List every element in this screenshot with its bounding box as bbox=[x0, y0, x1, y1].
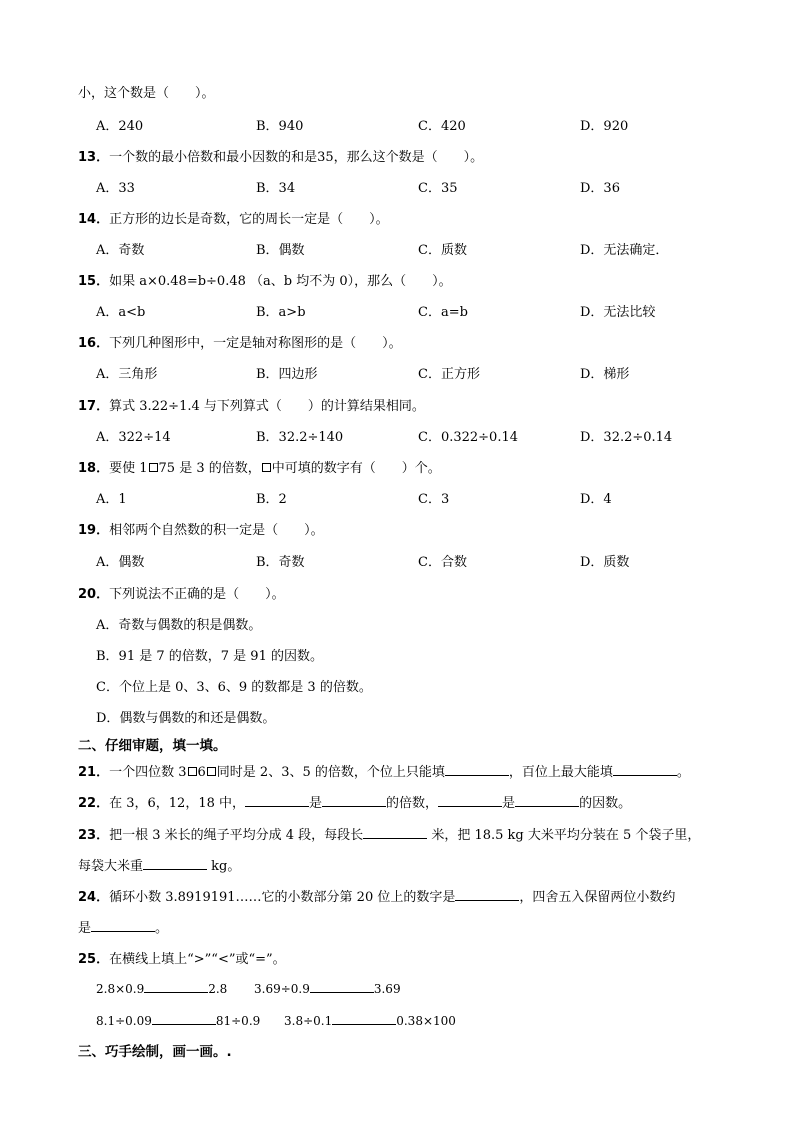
question-text-c: 同时是 2、3、5 的倍数，个位上只能填 bbox=[216, 765, 445, 780]
blank-square-icon bbox=[262, 463, 271, 472]
question-text-a: 在 3，6，12，18 中， bbox=[109, 796, 246, 811]
question-text-c: 每袋大米重 bbox=[78, 859, 144, 874]
answer-blank[interactable] bbox=[363, 826, 427, 839]
q13-option-c[interactable]: C．35 bbox=[418, 181, 458, 196]
question-text-b: ，四舍五入保留两位小数约 bbox=[519, 890, 676, 905]
comparison-item bbox=[284, 1012, 456, 1028]
q12-option-a[interactable]: A．240 bbox=[96, 119, 144, 134]
q22-stem: 22．在 3，6，12，18 中， 是 的倍数， 是 的因数。 bbox=[78, 796, 632, 811]
question-number: 13 bbox=[78, 150, 97, 165]
q14-option-b[interactable]: B．偶数 bbox=[256, 243, 305, 258]
comparison-left: 3.69÷0.9 bbox=[254, 982, 310, 996]
q15-stem: 15．如果 a×0.48=b÷0.48 （a、b 均不为 0），那么（ ）。 bbox=[78, 274, 452, 289]
comparison-right: 3.69 bbox=[373, 982, 401, 996]
comparison-right: 81÷0.9 bbox=[215, 1014, 261, 1028]
answer-blank[interactable] bbox=[143, 857, 207, 870]
question-number: 18 bbox=[78, 461, 97, 476]
comparison-left: 2.8×0.9 bbox=[96, 982, 145, 996]
comparison-item bbox=[254, 980, 401, 996]
question-text-d: kg。 bbox=[207, 859, 241, 874]
question-text: 下列说法不正确的是（ ）。 bbox=[109, 587, 285, 602]
q17-stem: 17．算式 3.22÷1.4 与下列算式（ ）的计算结果相同。 bbox=[78, 399, 425, 414]
q13-option-a[interactable]: A．33 bbox=[96, 181, 135, 196]
q18-option-c[interactable]: C．3 bbox=[418, 492, 450, 507]
q15-option-d[interactable]: D．无法比较 bbox=[580, 305, 656, 320]
q20-option-d[interactable]: D．偶数与偶数的和还是偶数。 bbox=[96, 711, 276, 726]
section-heading: 二、仔细审题，填一填。 bbox=[78, 738, 227, 754]
comparison-left: 8.1÷0.09 bbox=[96, 1014, 152, 1028]
q19-stem: 19．相邻两个自然数的积一定是（ ）。 bbox=[78, 523, 324, 538]
question-text-b: 6 bbox=[197, 765, 206, 780]
answer-blank[interactable] bbox=[310, 980, 374, 993]
question-text-a: 一个四位数 3 bbox=[109, 765, 187, 780]
q23-stem: 23．把一根 3 米长的绳子平均分成 4 段，每段长 米，把 18.5 kg 大米平均分装在 5 个袋子里， bbox=[78, 828, 701, 843]
question-number: 25 bbox=[78, 952, 97, 967]
q13-option-d[interactable]: D．36 bbox=[580, 181, 620, 196]
q25-stem: 25．在横线上填上“>”“<”或“=”。 bbox=[78, 952, 286, 967]
answer-blank[interactable] bbox=[245, 794, 309, 807]
question-text: 算式 3.22÷1.4 与下列算式（ ）的计算结果相同。 bbox=[109, 399, 425, 414]
comparison-right: 2.8 bbox=[208, 982, 228, 996]
q23-stem-continued bbox=[78, 855, 240, 874]
question-text-b: 米，把 18.5 kg 大米平均分装在 5 个袋子里， bbox=[427, 828, 701, 843]
q18-stem: 18．要使 1 75 是 3 的倍数， 中可填的数字有（ ）个。 bbox=[78, 461, 441, 476]
q14-stem: 14．正方形的边长是奇数，它的周长一定是（ ）。 bbox=[78, 212, 389, 227]
answer-blank[interactable] bbox=[144, 980, 208, 993]
comparison-item bbox=[96, 980, 227, 996]
blank-square-icon bbox=[149, 463, 158, 472]
q19-option-c[interactable]: C．合数 bbox=[418, 555, 467, 570]
question-text-e: 的因数。 bbox=[579, 796, 632, 811]
question-text-d: ，百位上最大能填 bbox=[508, 765, 613, 780]
section-heading: 三、巧手绘制，画一画。. bbox=[78, 1044, 232, 1060]
q20-stem: 20．下列说法不正确的是（ ）。 bbox=[78, 587, 285, 602]
question-number: 20 bbox=[78, 587, 97, 602]
q20-option-c[interactable]: C．个位上是 0、3、6、9 的数都是 3 的倍数。 bbox=[96, 680, 372, 695]
answer-blank[interactable] bbox=[438, 794, 502, 807]
q15-option-b[interactable]: B．a>b bbox=[256, 305, 306, 320]
blank-square-icon bbox=[188, 767, 197, 776]
question-text: 在横线上填上“>”“<”或“=”。 bbox=[109, 952, 286, 967]
q19-option-d[interactable]: D．质数 bbox=[580, 555, 630, 570]
q18-option-b[interactable]: B．2 bbox=[256, 492, 287, 507]
answer-blank[interactable] bbox=[515, 794, 579, 807]
comparison-left: 3.8÷0.1 bbox=[284, 1014, 333, 1028]
q13-stem: 13．一个数的最小倍数和最小因数的和是35，那么这个数是（ ）。 bbox=[78, 150, 484, 165]
question-number: 21 bbox=[78, 765, 97, 780]
question-text: 下列几种图形中，一定是轴对称图形的是（ ）。 bbox=[109, 336, 402, 351]
q12-option-b[interactable]: B．940 bbox=[256, 119, 304, 134]
question-text-d: 。 bbox=[155, 921, 169, 936]
q17-option-b[interactable]: B．32.2÷140 bbox=[256, 430, 344, 445]
answer-blank[interactable] bbox=[91, 919, 155, 932]
q24-stem: 24．循环小数 3.8919191……它的小数部分第 20 位上的数字是 ，四舍五入保留两位小数约 bbox=[78, 890, 676, 905]
question-number: 22 bbox=[78, 796, 97, 811]
q18-option-d[interactable]: D．4 bbox=[580, 492, 612, 507]
answer-blank[interactable] bbox=[445, 763, 509, 776]
question-number: 15 bbox=[78, 274, 97, 289]
comparison-right: 0.38×100 bbox=[396, 1014, 456, 1028]
blank-square-icon bbox=[207, 767, 216, 776]
question-text-d: 是 bbox=[502, 796, 516, 811]
q16-option-d[interactable]: D．梯形 bbox=[580, 367, 630, 382]
q15-option-a[interactable]: A．a<b bbox=[96, 305, 146, 320]
q20-option-a[interactable]: A．奇数与偶数的积是偶数。 bbox=[96, 618, 262, 633]
question-number: 14 bbox=[78, 212, 97, 227]
question-text: 一个数的最小倍数和最小因数的和是35，那么这个数是（ ）。 bbox=[109, 150, 484, 165]
q16-option-c[interactable]: C．正方形 bbox=[418, 367, 480, 382]
question-text-b: 是 bbox=[309, 796, 323, 811]
q14-option-d[interactable]: D．无法确定． bbox=[580, 243, 669, 258]
q12-option-d[interactable]: D．920 bbox=[580, 119, 629, 134]
question-text-a: 循环小数 3.8919191……它的小数部分第 20 位上的数字是 bbox=[109, 890, 456, 905]
q16-option-b[interactable]: B．四边形 bbox=[256, 367, 318, 382]
q19-option-b[interactable]: B．奇数 bbox=[256, 555, 305, 570]
answer-blank[interactable] bbox=[332, 1012, 396, 1025]
question-text-b: 75 是 3 的倍数， bbox=[158, 461, 261, 476]
q24-stem-continued bbox=[78, 917, 168, 936]
q17-option-a[interactable]: A．322÷14 bbox=[96, 430, 171, 445]
q16-option-a[interactable]: A．三角形 bbox=[96, 367, 158, 382]
question-number: 16 bbox=[78, 336, 97, 351]
q18-option-a[interactable]: A．1 bbox=[96, 492, 127, 507]
q14-option-a[interactable]: A．奇数 bbox=[96, 243, 145, 258]
question-text: 正方形的边长是奇数，它的周长一定是（ ）。 bbox=[109, 212, 389, 227]
question-number: 17 bbox=[78, 399, 97, 414]
question-text-c: 中可填的数字有（ ）个。 bbox=[271, 461, 441, 476]
answer-blank[interactable] bbox=[455, 888, 519, 901]
question-text-c: 是 bbox=[78, 921, 92, 936]
answer-blank[interactable] bbox=[322, 794, 386, 807]
q19-option-a[interactable]: A．偶数 bbox=[96, 555, 145, 570]
question-text-a: 把一根 3 米长的绳子平均分成 4 段，每段长 bbox=[109, 828, 364, 843]
q17-option-c[interactable]: C．0.322÷0.14 bbox=[418, 430, 519, 445]
q16-stem: 16．下列几种图形中，一定是轴对称图形的是（ ）。 bbox=[78, 336, 402, 351]
answer-blank[interactable] bbox=[152, 1012, 216, 1025]
question-text-c: 的倍数， bbox=[386, 796, 439, 811]
q13-option-b[interactable]: B．34 bbox=[256, 181, 296, 196]
question-text: 如果 a×0.48=b÷0.48 （a、b 均不为 0），那么（ ）。 bbox=[109, 274, 452, 289]
q12-option-c[interactable]: C．420 bbox=[418, 119, 466, 134]
question-text-a: 要使 1 bbox=[109, 461, 148, 476]
q12-stem-tail: 小，这个数是（ ）。 bbox=[78, 86, 215, 101]
q15-option-c[interactable]: C．a=b bbox=[418, 305, 468, 320]
q20-option-b[interactable]: B．91 是 7 的倍数，7 是 91 的因数。 bbox=[96, 649, 323, 664]
question-number: 24 bbox=[78, 890, 97, 905]
q17-option-d[interactable]: D．32.2÷0.14 bbox=[580, 430, 673, 445]
q21-stem: 21．一个四位数 3 6 同时是 2、3、5 的倍数，个位上只能填 ，百位上最大能填 。 bbox=[78, 765, 690, 780]
question-text: 相邻两个自然数的积一定是（ ）。 bbox=[109, 523, 324, 538]
q14-option-c[interactable]: C．质数 bbox=[418, 243, 467, 258]
question-number: 23 bbox=[78, 828, 97, 843]
answer-blank[interactable] bbox=[613, 763, 677, 776]
comparison-item bbox=[96, 1012, 260, 1028]
question-text-e: 。 bbox=[676, 765, 690, 780]
question-number: 19 bbox=[78, 523, 97, 538]
